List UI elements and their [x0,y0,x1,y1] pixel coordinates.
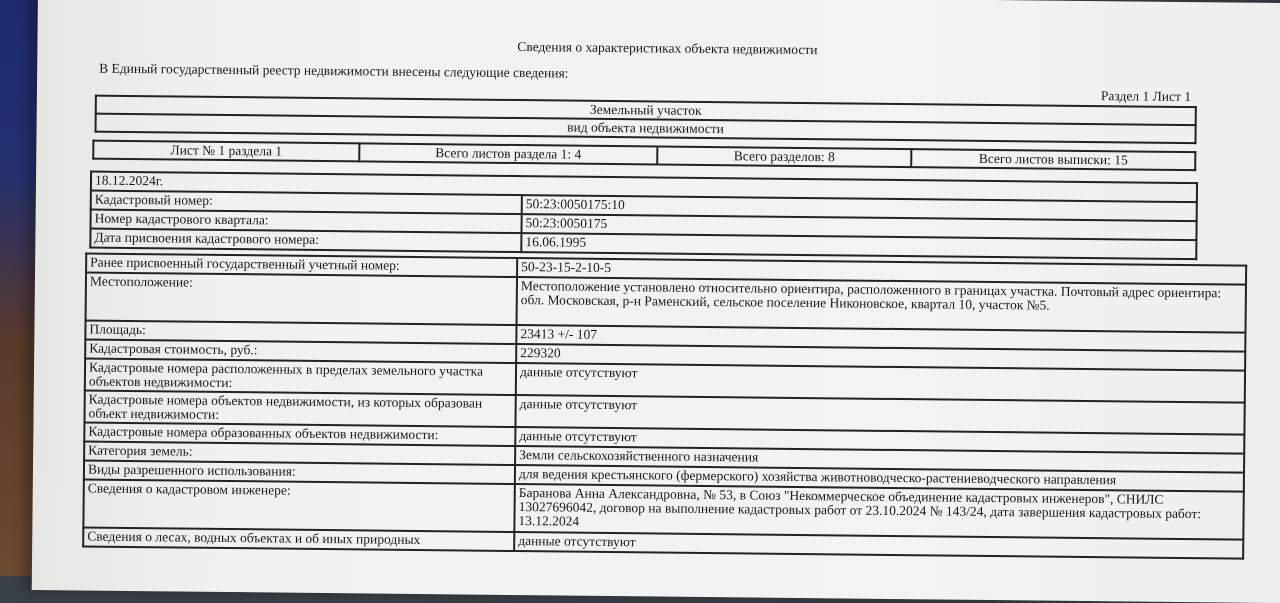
row-value: данные отсутствуют [516,363,1245,403]
row-value: 50-23-15-2-10-5 [517,258,1246,285]
total-extract-sheets: Всего листов выписки: 15 [911,149,1195,170]
row-value: Земли сельскохозяйственного назначения [515,446,1244,473]
total-sections: Всего разделов: 8 [657,146,911,167]
section-sheet-label: Раздел 1 Лист 1 [1100,88,1192,105]
document-title: Сведения о характеристиках объекта недвижимости [517,39,818,58]
row-label: Кадастровый номер: [91,191,522,215]
document-page [32,0,1280,603]
row-label: Кадастровые номера расположенных в пределах земельного участка объектов недвижимости: [85,359,516,396]
row-label: Кадастровые номера образованных объектов недвижимости: [84,423,515,447]
row-value: 229320 [516,344,1245,371]
total-section-sheets: Всего листов раздела 1: 4 [359,143,657,164]
sheet-number: Лист № 1 раздела 1 [93,141,359,162]
row-label: Кадастровые номера объектов недвижимости, из которых образован объект недвижимости: [84,391,515,428]
object-type: Земельный участок [96,96,1196,126]
row-value: данные отсутствуют [515,427,1244,454]
row-value: 16.06.1995 [521,233,1196,259]
object-type-box [95,95,1197,145]
row-label: Номер кадастрового квартала: [91,210,522,234]
row-value: Баранова Анна Александровна, № 53, в Союз "Некоммерческое объединение кадастровых инженеров", СНИЛС 13027696042, договор на выполнение кадастровых работ от 23.10.2024 № 143/24, дата завершения кадастровых работ: 13.12.2024 [514,484,1243,540]
row-value: для ведения крестьянского (фермерского) хозяйства животноводческо-растениеводческого направления [515,465,1244,492]
sheets-row [92,140,1196,172]
row-value: 50:23:0050175:10 [522,195,1197,221]
row-label: Сведения о кадастровом инженере: [83,480,514,533]
row-value: 23413 +/- 107 [516,325,1245,352]
registry-table-2 [82,253,1247,560]
row-label: Сведения о лесах, водных объектах и об иных природных [83,528,514,552]
row-label: Виды разрешенного использования: [84,461,515,485]
object-type-caption: вид объекта недвижимости [96,114,1196,144]
registry-table-1 [89,171,1198,261]
row-value: 50:23:0050175 [521,214,1196,240]
row-label: Категория земель: [84,442,515,466]
row-value: данные отсутствуют [515,395,1244,435]
row-label: Кадастровая стоимость, руб.: [85,340,516,364]
row-label: Площадь: [85,321,516,345]
intro-text: В Единый государственный реестр недвижимости внесены следующие сведения: [99,60,569,81]
row-label: Местоположение: [86,273,517,326]
row-value: данные отсутствуют [514,532,1243,559]
extract-date: 18.12.2024г. [91,172,1197,203]
row-label: Ранее присвоенный государственный учетный номер: [86,254,517,278]
row-value: Местоположение установлено относительно ориентира, расположенного в границах участка. Почтовый адрес ориентира: обл. Московская, р-н Раменский, сельское поселение Никоновское, квартал 10, участок №5. [517,277,1246,333]
row-label: Дата присвоения кадастрового номера: [90,229,521,253]
